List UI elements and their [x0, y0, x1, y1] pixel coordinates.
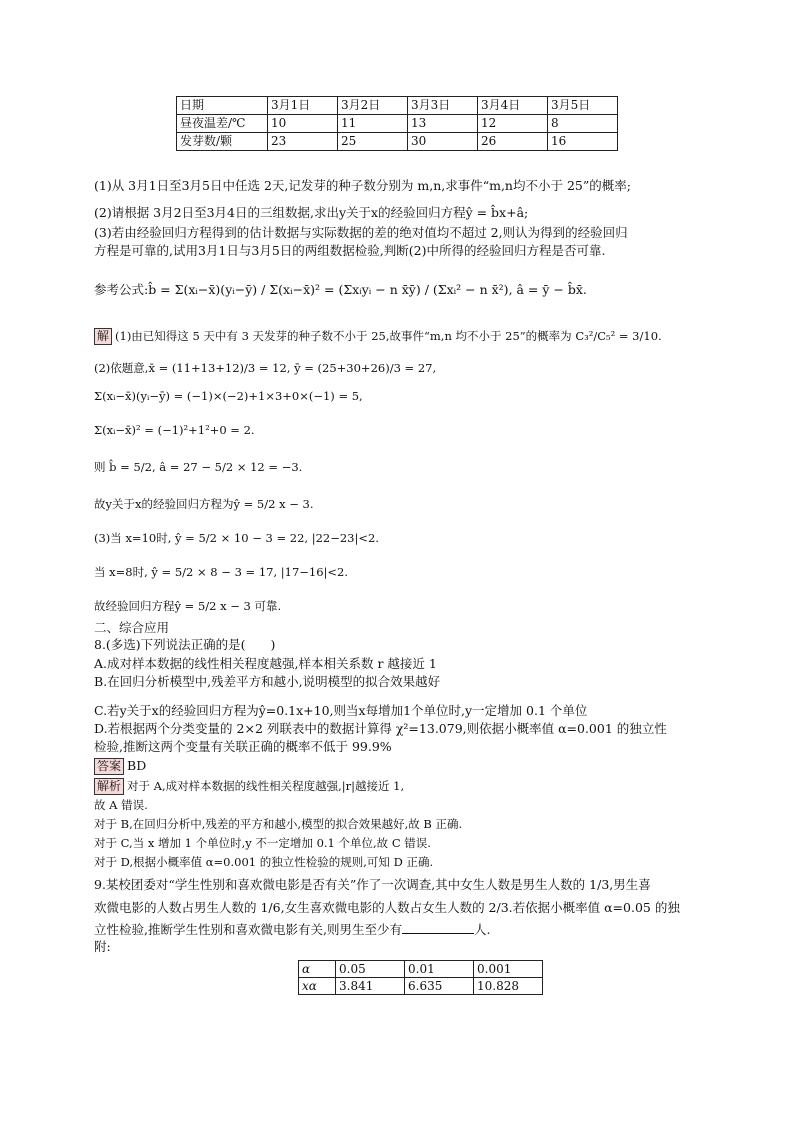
table-cell: xα — [299, 978, 336, 995]
answer-value: BD — [127, 758, 147, 773]
answer-tag: 答案 — [94, 758, 124, 775]
question-part-3a: (3)若由经验回归方程得到的估计数据与实际数据的差的绝对值均不超过 2,则认为得到的经验回归 — [94, 225, 628, 240]
table-cell: α — [299, 961, 336, 978]
table-cell: 10.828 — [474, 978, 543, 995]
solution-tag: 解 — [94, 328, 112, 345]
table-cell: 0.05 — [336, 961, 405, 978]
q8-answer — [94, 758, 704, 775]
q8-option-d-line-1: D.若根据两个分类变量的 2×2 列联表中的数据计算得 χ²=13.079,则依据小概率值 α=0.001 的独立性 — [94, 721, 667, 736]
critical-value-table — [298, 960, 543, 995]
table-cell: 16 — [548, 133, 618, 151]
table-cell: 3.841 — [336, 978, 405, 995]
table-cell: 发芽数/颗 — [177, 133, 268, 151]
germination-data-table — [176, 96, 618, 151]
table-cell: 12 — [478, 115, 548, 133]
solution-line-2: (2)依题意,x̄ = (11+13+12)/3 = 12, ȳ = (25+30+26)/3 = 27, — [94, 361, 437, 375]
table-cell: 3月4日 — [478, 97, 548, 115]
q8-option-b: B.在回归分析模型中,残差平方和越小,说明模型的拟合效果越好 — [94, 674, 441, 689]
q9-line-2: 欢微电影的人数占男生人数的 1/6,女生喜欢微电影的人数占女生人数的 2/3.若依据小概率值 α=0.05 的独 — [94, 900, 680, 915]
table-row — [177, 115, 618, 133]
solution-line-4: Σ(xᵢ−x̄)² = (−1)²+1²+0 = 2. — [94, 423, 255, 437]
q9-line-1: 9.某校团委对“学生性别和喜欢微电影是否有关”作了一次调查,其中女生人数是男生人数的 1/3,男生喜 — [94, 877, 651, 892]
table-cell: 26 — [478, 133, 548, 151]
q8-analysis-line-4: 对于 C,当 x 增加 1 个单位时,y 不一定增加 0.1 个单位,故 C 错误. — [94, 836, 431, 850]
table-row — [299, 978, 543, 995]
table-cell: 30 — [408, 133, 478, 151]
table-row — [299, 961, 543, 978]
question-part-1: (1)从 3月1日至3月5日中任选 2天,记发芽的种子数分别为 m,n,求事件“m,n均不小于 25”的概率; — [94, 178, 631, 193]
q9-line-3-end: 人. — [473, 922, 491, 937]
table-cell: 6.635 — [405, 978, 474, 995]
solution-line-6: 故y关于x的经验回归方程为ŷ = 5/2 x − 3. — [94, 497, 314, 511]
analysis-text: 对于 A,成对样本数据的线性相关程度越强,|r|越接近 1, — [127, 779, 405, 793]
solution-line-1 — [94, 328, 704, 345]
table-cell: 3月2日 — [338, 97, 408, 115]
table-cell: 13 — [408, 115, 478, 133]
q9-line-3-text: 立性检验,推断学生性别和喜欢微电影有关,则男生至少有 — [94, 922, 402, 937]
q9-line-3 — [94, 921, 704, 938]
q8-analysis-line-5: 对于 D,根据小概率值 α=0.001 的独立性检验的规则,可知 D 正确. — [94, 855, 434, 869]
table-row — [177, 133, 618, 151]
question-part-2: (2)请根据 3月2日至3月4日的三组数据,求出y关于x的经验回归方程ŷ = b̂x+â; — [94, 205, 529, 220]
q8-option-c: C.若y关于x的经验回归方程为ŷ=0.1x+10,则当x每增加1个单位时,y一定增加 0.1 个单位 — [94, 703, 588, 718]
table-cell: 8 — [548, 115, 618, 133]
q8-analysis-line-3: 对于 B,在回归分析中,残差的平方和越小,模型的拟合效果越好,故 B 正确. — [94, 817, 463, 831]
analysis-tag: 解析 — [94, 778, 124, 795]
q8-option-a: A.成对样本数据的线性相关程度越强,样本相关系数 r 越接近 1 — [94, 656, 437, 671]
table-cell: 日期 — [177, 97, 268, 115]
q9-appendix-label: 附: — [94, 939, 111, 954]
solution-line-9: 故经验回归方程ŷ = 5/2 x − 3 可靠. — [94, 599, 282, 613]
table-cell: 25 — [338, 133, 408, 151]
table-cell: 10 — [268, 115, 338, 133]
table-cell: 0.001 — [474, 961, 543, 978]
solution-line-5: 则 b̂ = 5/2, â = 27 − 5/2 × 12 = −3. — [94, 460, 303, 474]
answer-blank[interactable] — [402, 921, 474, 934]
table-cell: 3月5日 — [548, 97, 618, 115]
q8-analysis-line-1 — [94, 778, 704, 795]
solution-line-3: Σ(xᵢ−x̄)(yᵢ−ȳ) = (−1)×(−2)+1×3+0×(−1) = 5, — [94, 389, 363, 403]
table-cell: 11 — [338, 115, 408, 133]
table-cell: 3月3日 — [408, 97, 478, 115]
q8-stem: 8.(多选)下列说法正确的是( ) — [94, 637, 276, 652]
q8-analysis-line-2: 故 A 错误. — [94, 798, 148, 812]
solution-text: (1)由已知得这 5 天中有 3 天发芽的种子数不小于 25,故事件“m,n 均不小于 25”的概率为 C₃²/C₅² = 3/10. — [115, 329, 662, 343]
reference-formula: 参考公式:b̂ = Σ(xᵢ−x̄)(yᵢ−ȳ) / Σ(xᵢ−x̄)² = (Σxᵢyᵢ − n x̄ȳ) / (Σxᵢ² − n x̄²), â = ȳ − b̂x̄. — [94, 282, 587, 297]
q8-option-d-line-2: 检验,推断这两个变量有关联正确的概率不低于 99.9% — [94, 739, 392, 754]
table-cell: 0.01 — [405, 961, 474, 978]
table-cell: 23 — [268, 133, 338, 151]
section-heading: 二、综合应用 — [94, 620, 170, 635]
solution-line-8: 当 x=8时, ŷ = 5/2 × 8 − 3 = 17, |17−16|<2. — [94, 565, 349, 579]
solution-line-7: (3)当 x=10时, ŷ = 5/2 × 10 − 3 = 22, |22−23|<2. — [94, 531, 379, 545]
table-cell: 3月1日 — [268, 97, 338, 115]
table-cell: 昼夜温差/℃ — [177, 115, 268, 133]
table-header-row — [177, 97, 618, 115]
question-part-3b: 方程是可靠的,试用3月1日与3月5日的两组数据检验,判断(2)中所得的经验回归方程是否可靠. — [94, 243, 606, 258]
